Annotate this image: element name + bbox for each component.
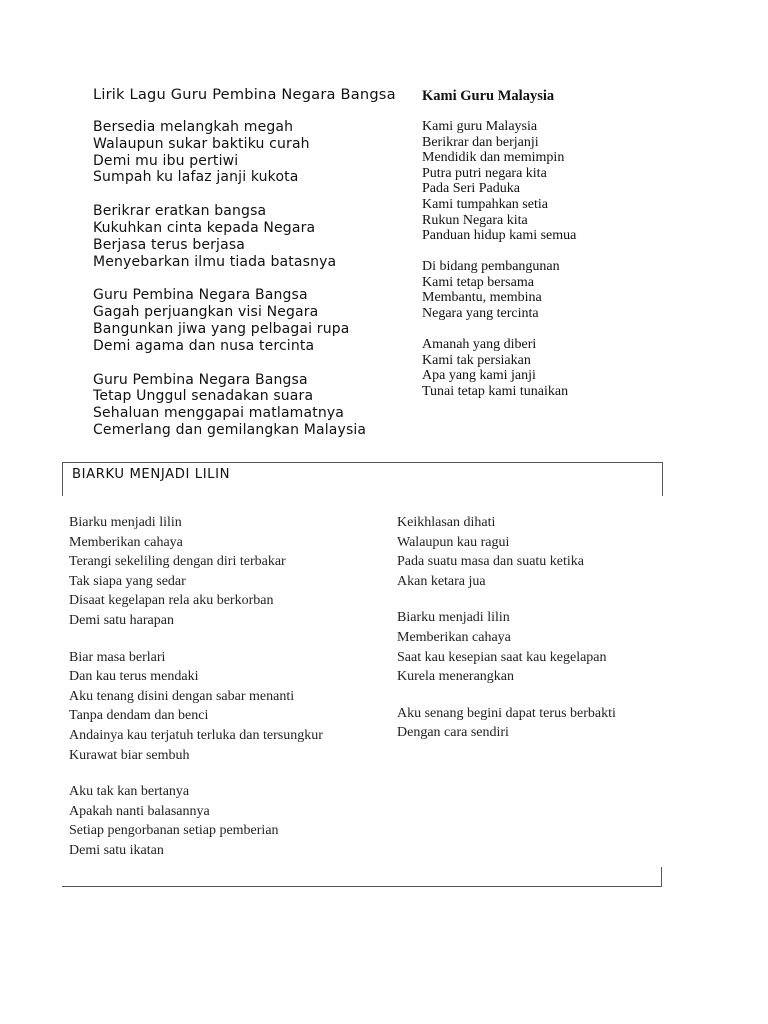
lyric-line: Menyebarkan ilmu tiada batasnya xyxy=(93,253,337,270)
lyric-line: Panduan hidup kami semua xyxy=(422,228,577,244)
lyric-line: Bersedia melangkah megah xyxy=(93,119,294,135)
biarku-box-bottom-border xyxy=(62,867,662,887)
lyric-line: Guru Pembina Negara Bangsa xyxy=(93,287,308,304)
biarku-stanza xyxy=(69,782,329,860)
lyric-line: Tunai tetap kami tunaikan xyxy=(422,383,569,399)
lyric-line: Keikhlasan dihati xyxy=(397,515,496,530)
lyric-line: Bangunkan jiwa yang pelbagai rupa xyxy=(93,320,350,337)
kami-guru-title: Kami Guru Malaysia xyxy=(422,88,555,104)
lyric-line: Kukuhkan cinta kepada Negara xyxy=(93,219,316,236)
kami-guru-stanza xyxy=(422,259,742,321)
lyric-line: Pada suatu masa dan suatu ketika xyxy=(397,554,585,570)
biarku-lyrics-right xyxy=(397,513,657,760)
lyric-line: Kami tumpahkan setia xyxy=(422,196,548,212)
lyric-line: Sehaluan menggapai matlamatnya xyxy=(93,405,345,422)
lyric-line: Gagah perjuangkan visi Negara xyxy=(93,304,319,321)
lyric-line: Rukun Negara kita xyxy=(422,212,528,228)
lyric-line: Kurawat biar sembuh xyxy=(69,747,190,763)
lyric-line: Akan ketara jua xyxy=(397,573,486,589)
lyric-line: Guru Pembina Negara Bangsa xyxy=(93,371,308,388)
biarku-title: BIARKU MENJADI LILIN xyxy=(72,467,231,482)
guru-pembina-title: Lirik Lagu Guru Pembina Negara Bangsa xyxy=(93,86,396,103)
biarku-lyrics-left xyxy=(69,513,329,878)
lyric-line: Pada Seri Paduka xyxy=(422,181,520,197)
guru-pembina-lyrics xyxy=(93,119,423,456)
lyric-line: Biarku menjadi lilin xyxy=(69,515,182,530)
lyric-line: Demi satu ikatan xyxy=(69,842,164,858)
kami-guru-lyrics xyxy=(422,119,742,415)
lyric-line: Aku senang begini dapat terus berbakti xyxy=(397,705,616,721)
lyric-line: Aku tak kan bertanya xyxy=(69,784,190,800)
guru-pembina-stanza xyxy=(93,372,423,439)
kami-guru-stanza xyxy=(422,337,742,399)
lyric-line: Sumpah ku lafaz janji kukota xyxy=(93,169,299,186)
guru-pembina-stanza xyxy=(93,119,423,186)
lyric-line: Saat kau kesepian saat kau kegelapan xyxy=(397,649,607,665)
lyric-line: Demi satu harapan xyxy=(69,612,174,628)
lyric-line: Demi agama dan nusa tercinta xyxy=(93,337,315,354)
lyric-line: Kami guru Malaysia xyxy=(422,119,538,134)
lyric-line: Negara yang tercinta xyxy=(422,306,539,322)
lyric-line: Kami tak persiakan xyxy=(422,352,531,368)
lyric-line: Apakah nanti balasannya xyxy=(69,803,210,819)
lyric-line: Demi mu ibu pertiwi xyxy=(93,152,239,169)
lyric-line: Berikrar dan berjanji xyxy=(422,134,539,150)
lyric-line: Kami tetap bersama xyxy=(422,274,534,290)
guru-pembina-stanza xyxy=(93,203,423,270)
biarku-stanza xyxy=(397,608,657,686)
lyric-line: Amanah yang diberi xyxy=(422,337,537,353)
lyric-line: Kurela menerangkan xyxy=(397,669,514,685)
lyric-line: Berikrar eratkan bangsa xyxy=(93,203,267,220)
biarku-stanza xyxy=(69,648,329,766)
lyric-line: Di bidang pembangunan xyxy=(422,259,560,275)
lyric-line: Biarku menjadi lilin xyxy=(397,610,510,626)
lyric-line: Berjasa terus berjasa xyxy=(93,236,245,253)
biarku-stanza xyxy=(397,704,657,743)
biarku-stanza xyxy=(397,513,657,591)
lyric-line: Tetap Unggul senadakan suara xyxy=(93,388,314,405)
lyric-line: Dan kau terus mendaki xyxy=(69,669,199,685)
lyric-line: Membantu, membina xyxy=(422,290,542,306)
lyric-line: Aku tenang disini dengan sabar menanti xyxy=(69,688,295,704)
lyric-line: Memberikan cahaya xyxy=(69,534,183,550)
lyric-line: Andainya kau terjatuh terluka dan tersungkur xyxy=(69,727,323,743)
lyric-line: Dengan cara sendiri xyxy=(397,725,509,741)
lyric-line: Apa yang kami janji xyxy=(422,368,536,384)
lyric-line: Setiap pengorbanan setiap pemberian xyxy=(69,823,279,839)
lyric-line: Walaupun sukar baktiku curah xyxy=(93,135,310,152)
lyric-line: Mendidik dan memimpin xyxy=(422,150,565,166)
lyric-line: Biar masa berlari xyxy=(69,649,166,665)
lyric-line: Walaupun kau ragui xyxy=(397,534,510,550)
guru-pembina-stanza xyxy=(93,287,423,354)
lyric-line: Memberikan cahaya xyxy=(397,629,511,645)
lyric-line: Disaat kegelapan rela aku berkorban xyxy=(69,593,274,609)
lyric-line: Cemerlang dan gemilangkan Malaysia xyxy=(93,421,367,438)
lyric-line: Terangi sekeliling dengan diri terbakar xyxy=(69,554,286,570)
biarku-stanza xyxy=(69,513,329,631)
lyric-line: Tanpa dendam dan benci xyxy=(69,708,209,724)
kami-guru-stanza xyxy=(422,119,742,244)
lyric-line: Tak siapa yang sedar xyxy=(69,573,186,589)
lyric-line: Putra putri negara kita xyxy=(422,165,547,181)
